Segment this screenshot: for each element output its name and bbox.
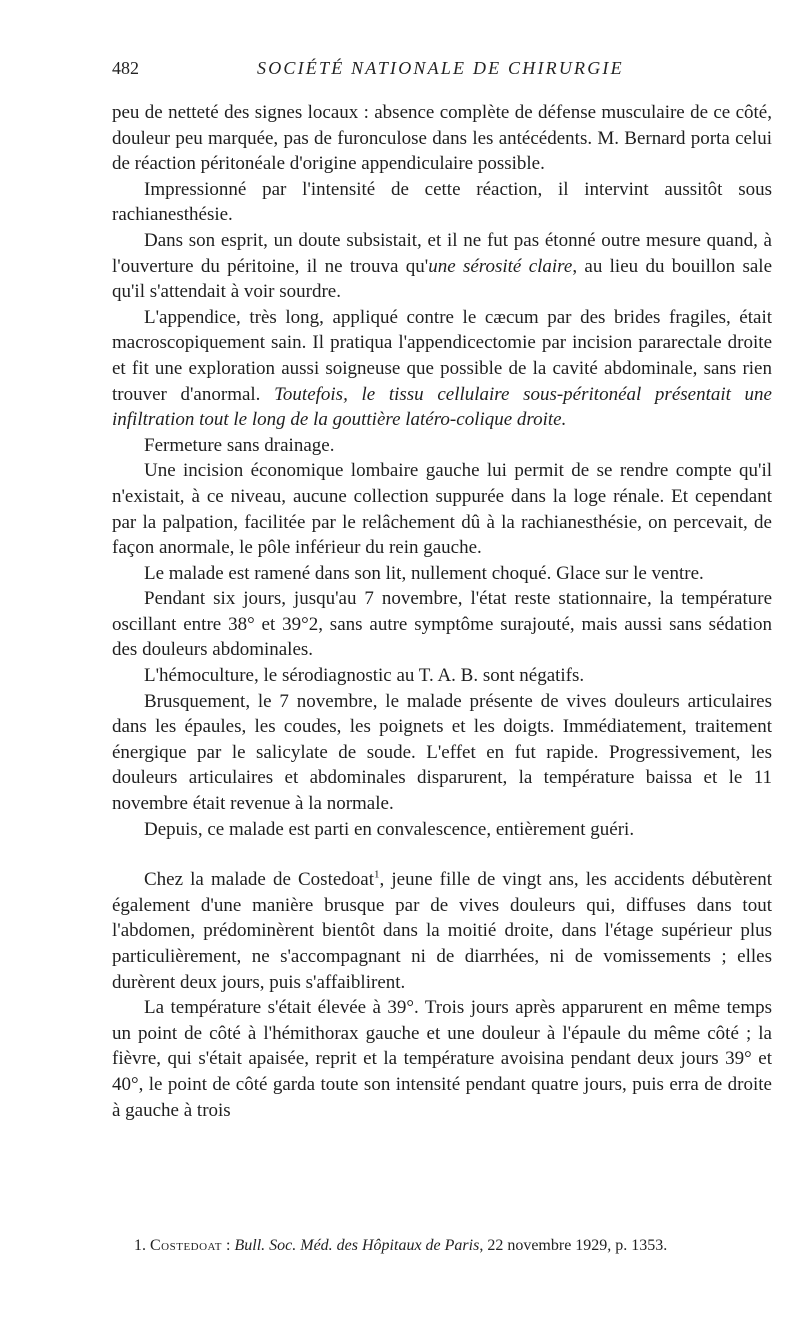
- paragraph: Pendant six jours, jusqu'au 7 novembre, l'état reste stationnaire, la température oscillant entre 38° et 39°2, sans autre symptôme surajouté, mais aussi sans sédation des douleurs abdominales.: [112, 588, 772, 661]
- running-head: SOCIÉTÉ NATIONALE DE CHIRURGIE: [257, 58, 624, 78]
- paragraph-text: Chez la malade de Costedoat: [144, 869, 375, 891]
- paragraph: [112, 867, 772, 995]
- paragraph: Une incision économique lombaire gauche lui permit de se rendre compte qu'il n'existait, à ce niveau, aucune collection suppurée dans la loge rénale. Et cependant par la palpation, facilitée par le relâchement dû à la rachianesthésie, on percevait, de façon anormale, le pôle inférieur du rein gauche.: [112, 460, 772, 559]
- footnote-source: Bull. Soc. Méd. des Hôpitaux de Paris: [234, 1237, 480, 1254]
- page-number: 482: [112, 58, 139, 78]
- body-text: [112, 100, 772, 1123]
- footnote-ref[interactable]: 1: [374, 868, 380, 881]
- paragraph-text: , au lieu du bouillon sale qu'il s'attendait à voir sourdre.: [112, 255, 772, 303]
- paragraph: L'hémoculture, le sérodiagnostic au T. A. B. sont négatifs.: [144, 665, 585, 687]
- paragraph: La température s'était élevée à 39°. Trois jours après apparurent en même temps un point de côté à l'hémithorax gauche et une douleur à l'épaule du même côté ; la fièvre, qui s'était apaisée, reprit et la température avoisina pendant deux jours 39° et 40°, le point de côté garda toute son intensité pendant quatre jours, puis erra de droite à gauche à trois: [112, 997, 772, 1121]
- page-header: [112, 58, 770, 88]
- footnote: [112, 1236, 772, 1256]
- paragraph-text: , jeune fille de vingt ans, les accidents débutèrent également d'une manière brusque par de vives douleurs qui, diffuses dans tout l'abdomen, prédominèrent bientôt dans la moitié droite, dans l'étage supérieur plus particulièrement, ne s'accompagnant ni de diarrhées, ni de vomissements ; elles durèrent deux jours, puis s'affaiblirent.: [112, 869, 772, 993]
- section-gap: [112, 842, 772, 867]
- footnote-rest: , 22 novembre 1929, p. 1353.: [479, 1237, 668, 1254]
- paragraph: Impressionné par l'intensité de cette réaction, il intervint aussitôt sous rachianesthésie.: [112, 178, 772, 226]
- italic-text: Toutefois, le tissu cellulaire sous-péritonéal présentait une infiltration tout le long de la gouttière latéro-colique droite.: [112, 383, 772, 431]
- paragraph: Le malade est ramené dans son lit, nullement choqué. Glace sur le ventre.: [144, 562, 704, 584]
- paragraph: peu de netteté des signes locaux : absence complète de défense musculaire de ce côté, douleur peu marquée, pas de furonculose dans les antécédents. M. Bernard porta celui de réaction péritonéale d'origine appendiculaire possible.: [112, 102, 772, 175]
- paragraph: [112, 228, 772, 305]
- footnote-author: Costedoat: [150, 1237, 223, 1254]
- paragraph: [112, 305, 772, 433]
- footnote-separator: :: [222, 1237, 235, 1254]
- footnote-number: 1.: [134, 1237, 146, 1254]
- paragraph-text: L'appendice, très long, appliqué contre le cæcum par des brides fragiles, était macroscopiquement sain. Il pratiqua l'appendicectomie par incision pararectale droite et fit une exploration aussi soigneuse que possible de la cavité abdominale, sans rien trouver d'anormal.: [112, 306, 772, 405]
- paragraph: Depuis, ce malade est parti en convalescence, entièrement guéri.: [144, 818, 635, 840]
- paragraph-text: Dans son esprit, un doute subsistait, et il ne fut pas étonné outre mesure quand, à l'ouverture du péritoine, il ne trouva qu': [112, 229, 772, 277]
- paragraph: Fermeture sans drainage.: [144, 434, 335, 456]
- paragraph: Brusquement, le 7 novembre, le malade présente de vives douleurs articulaires dans les épaules, les coudes, les poignets et les doigts. Immédiatement, traitement énergique par le salicylate de soude. L'effet en fut rapide. Progressivement, les douleurs articulaires et abdominales disparurent, la température baissa et le 11 novembre était revenue à la normale.: [112, 690, 772, 815]
- italic-text: une sérosité claire: [428, 255, 573, 277]
